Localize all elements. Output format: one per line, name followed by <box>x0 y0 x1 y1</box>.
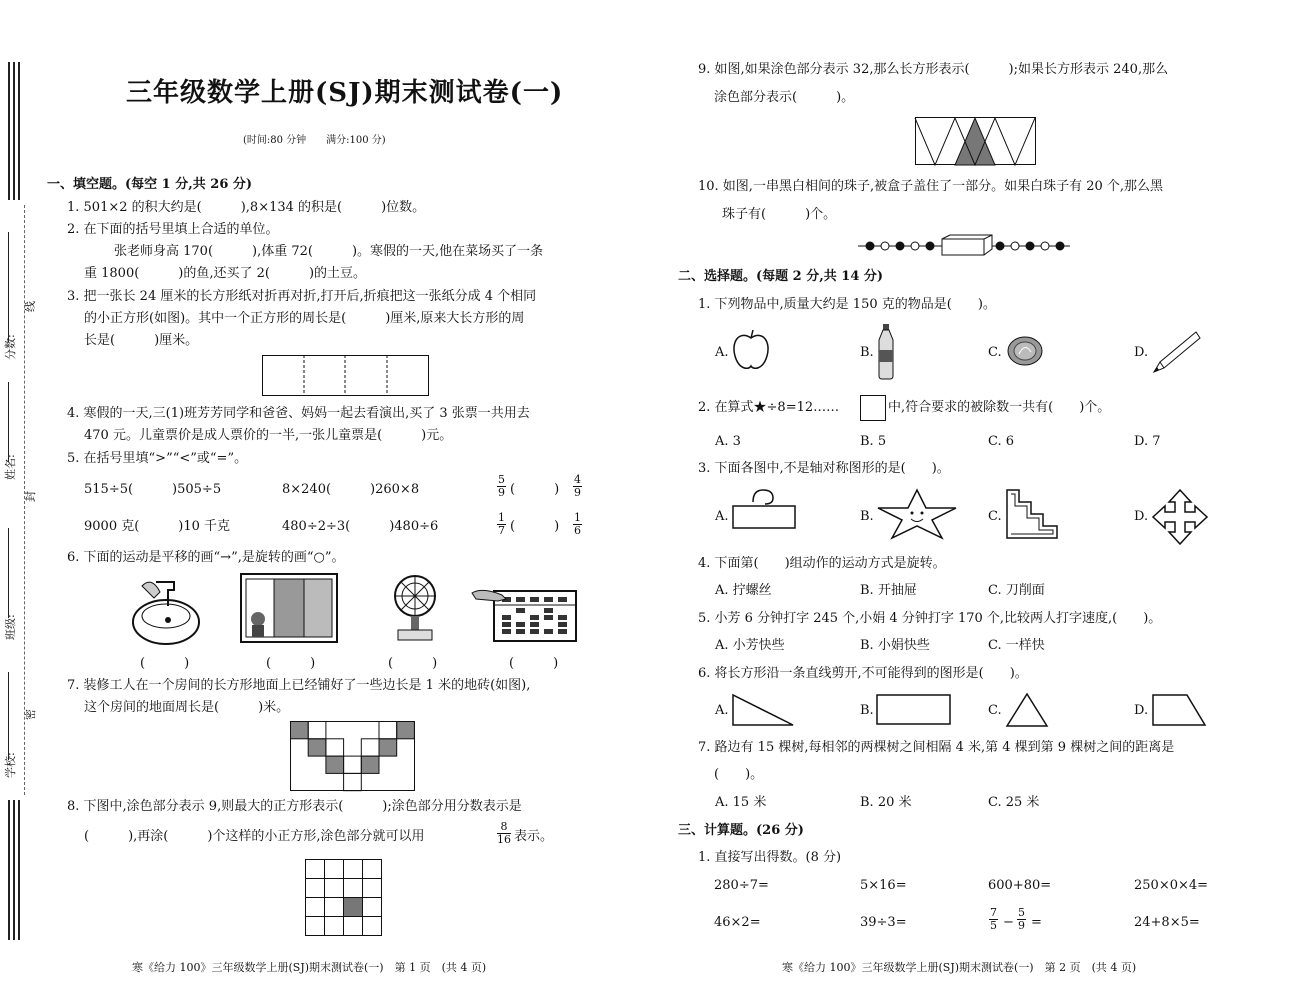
q10-line-b: 珠子有( )个。 <box>722 207 837 222</box>
k1-item-2: 5×16= <box>860 878 907 893</box>
binding-name: 姓名: <box>4 454 17 480</box>
q10-beads-figure <box>858 235 1072 257</box>
q5-frac-1-6: $\frac{1}{6}$ <box>574 511 581 537</box>
section-choice: 二、选择题。(每题 2 分,共 14 分) <box>678 269 884 284</box>
c1-opt-c-label: C. <box>988 345 1002 360</box>
exam-info: (时间:80 分钟 满分:100 分) <box>243 135 386 146</box>
c1-opt-b-label: B. <box>860 345 874 360</box>
c4-text: 4. 下面第( )组动作的运动方式是旋转。 <box>698 556 946 571</box>
q5-item-1: 515÷5( )505÷5 <box>84 482 222 497</box>
q3-folded-paper-figure <box>262 355 430 397</box>
section-calculation: 三、计算题。(26 分) <box>678 823 804 838</box>
c1-text: 1. 下列物品中,质量大约是 150 克的物品是( )。 <box>698 297 996 312</box>
c3-opt-d-label: D. <box>1134 509 1149 524</box>
binding-bar-2 <box>13 62 15 200</box>
q6-sliding-window-picture <box>240 573 338 643</box>
k1-item-3: 600+80= <box>988 878 1052 893</box>
q7-line-b: 这个房间的地面周长是( )米。 <box>84 700 290 715</box>
binding-mi: 密 <box>24 709 37 720</box>
c2-answer-box <box>860 395 886 421</box>
c1-opt-a-label: A. <box>715 345 729 360</box>
triangle-shape <box>1005 692 1049 728</box>
c1-opt-d-label: D. <box>1134 345 1149 360</box>
q4-line-b: 470 元。儿童票价是成人票价的一半,一张儿童票是( )元。 <box>84 428 453 443</box>
binding-school: 学校: <box>4 752 17 778</box>
staircase-shape <box>1005 488 1061 540</box>
q6-blank-1: ( ) <box>140 656 190 671</box>
c4-opt-b: B. 开抽屉 <box>860 583 917 598</box>
q3-line-a: 3. 把一张长 24 厘米的长方形纸对折再对折,打开后,折痕把这一张纸分成 4 个相同 <box>67 289 537 304</box>
k1-item-4: 250×0×4= <box>1134 878 1209 893</box>
q4-line-a: 4. 寒假的一天,三(1)班芳芳同学和爸爸、妈妈一起去看演出,买了 3 张票一共用去 <box>67 406 530 421</box>
q8-line-c: 表示。 <box>514 829 554 844</box>
q8-grid-figure <box>305 859 385 939</box>
q5-text: 5. 在括号里填“>”“<”或“=”。 <box>67 451 248 466</box>
q5-frac-blank-1: ( ) <box>510 482 560 497</box>
q5-item-3: 9000 克( )10 千克 <box>84 519 231 534</box>
right-page-footer: 寒《给力 100》三年级数学上册(SJ)期末测试卷(一) 第 2 页 (共 4 页) <box>782 961 1137 974</box>
k1-item-1: 280÷7= <box>714 878 769 893</box>
c3-opt-a-label: A. <box>715 509 729 524</box>
star-shape <box>876 488 958 540</box>
c7-opt-a: A. 15 米 <box>715 795 767 810</box>
q7-line-a: 7. 装修工人在一个房间的长方形地面上已经铺好了一些边长是 1 米的地砖(如图), <box>67 678 531 693</box>
binding-name-line <box>8 382 9 462</box>
binding-feng: 封 <box>24 491 37 502</box>
c6-opt-b-label: B. <box>860 703 874 718</box>
q6-electric-fan-picture <box>392 574 438 644</box>
q6-faucet-sink-picture <box>130 576 205 648</box>
k1-item-6: 39÷3= <box>860 915 907 930</box>
binding-bar-1 <box>8 62 10 200</box>
left-page-footer: 寒《给力 100》三年级数学上册(SJ)期末测试卷(一) 第 1 页 (共 4 页) <box>132 961 487 974</box>
q6-abacus-picture <box>472 585 578 643</box>
q2-line-a: 张老师身高 170( ),体重 72( )。寒假的一天,他在菜场买了一条 <box>114 244 544 259</box>
coin-icon <box>1007 336 1043 366</box>
c3-opt-b-label: B. <box>860 509 874 524</box>
c2-opt-d: D. 7 <box>1134 434 1161 449</box>
q6-blank-4: ( ) <box>509 656 559 671</box>
k1-frac-7-5: $\frac{7}{5}$ <box>990 906 997 932</box>
binding-fen: 分数: <box>4 334 17 360</box>
binding-bar-6 <box>18 800 20 940</box>
c7-line-a: 7. 路边有 15 棵树,每相邻的两棵树之间相隔 4 米,第 4 棵到第 9 棵树之间的距离是 <box>698 740 1175 755</box>
q1-text: 1. 501×2 的积大约是( ),8×134 的积是( )位数。 <box>67 200 426 215</box>
k1-item-5: 46×2= <box>714 915 761 930</box>
c2-text-b: 中,符合要求的被除数一共有( )个。 <box>888 400 1111 415</box>
k1-equals: = <box>1031 915 1042 930</box>
c6-opt-a-label: A. <box>715 703 729 718</box>
q8-line-b: ( ),再涂( )个这样的小正方形,涂色部分就可以用 <box>84 829 425 844</box>
c6-opt-d-label: D. <box>1134 703 1149 718</box>
c7-opt-b: B. 20 米 <box>860 795 912 810</box>
binding-class-line <box>8 528 9 618</box>
c6-text: 6. 将长方形沿一条直线剪开,不可能得到的图形是( )。 <box>698 666 1028 681</box>
k1-text: 1. 直接写出得数。(8 分) <box>698 850 842 865</box>
c4-opt-a: A. 拧螺丝 <box>715 583 772 598</box>
binding-bar-5 <box>13 800 15 940</box>
q7-floor-tile-figure <box>290 721 416 792</box>
binding-fen-line <box>8 232 9 342</box>
bottle-icon <box>875 324 897 380</box>
four-arrows-shape <box>1151 488 1209 546</box>
c6-opt-c-label: C. <box>988 703 1002 718</box>
binding-xian: 线 <box>24 301 37 312</box>
k1-frac-5-9: $\frac{5}{9}$ <box>1018 906 1025 932</box>
c7-line-b: ( )。 <box>714 767 764 782</box>
k1-minus: − <box>1003 915 1014 930</box>
q2-line-b: 重 1800( )的鱼,还买了 2( )的土豆。 <box>84 266 367 281</box>
trapezoid-shape <box>1151 693 1207 727</box>
c2-text-a: 2. 在算式★÷8=12…… <box>698 400 840 415</box>
q5-frac-4-9: $\frac{4}{9}$ <box>574 473 581 499</box>
binding-school-line <box>8 672 9 760</box>
page-title: 三年级数学上册(SJ)期末测试卷(一) <box>126 78 564 108</box>
right-triangle-shape <box>731 693 795 727</box>
c2-opt-b: B. 5 <box>860 434 887 449</box>
c7-opt-c: C. 25 米 <box>988 795 1040 810</box>
binding-bar-3 <box>18 62 20 200</box>
c2-opt-a: A. 3 <box>715 434 741 449</box>
pencil-icon <box>1152 330 1202 374</box>
q6-blank-2: ( ) <box>266 656 316 671</box>
c3-shape-a <box>731 488 797 536</box>
k1-item-8: 24+8×5= <box>1134 915 1200 930</box>
q8-frac-8-16: $\frac{8}{16}$ <box>497 820 511 846</box>
c4-opt-c: C. 刀削面 <box>988 583 1045 598</box>
c5-opt-c: C. 一样快 <box>988 638 1045 653</box>
c5-text: 5. 小芳 6 分钟打字 245 个,小娟 4 分钟打字 170 个,比较两人打字速度,( )。 <box>698 611 1162 626</box>
q10-line-a: 10. 如图,一串黑白相间的珠子,被盒子盖住了一部分。如果白珠子有 20 个,那么黑 <box>698 179 1164 194</box>
q9-rectangle-figure <box>915 117 1037 166</box>
q3-line-b: 的小正方形(如图)。其中一个正方形的周长是( )厘米,原来大长方形的周 <box>84 311 525 326</box>
q9-line-b: 涂色部分表示( )。 <box>714 90 855 105</box>
q5-frac-5-9: $\frac{5}{9}$ <box>498 473 505 499</box>
q6-text: 6. 下面的运动是平移的画“→”,是旋转的画“○”。 <box>67 550 345 565</box>
c2-opt-c: C. 6 <box>988 434 1015 449</box>
q8-line-a: 8. 下图中,涂色部分表示 9,则最大的正方形表示( );涂色部分用分数表示是 <box>67 799 522 814</box>
q5-item-4: 480÷2÷3( )480÷6 <box>282 519 439 534</box>
q5-item-2: 8×240( )260×8 <box>282 482 420 497</box>
section-fill-blank: 一、填空题。(每空 1 分,共 26 分) <box>47 177 253 192</box>
apple-icon <box>731 328 771 372</box>
q3-line-c: 长是( )厘米。 <box>84 333 199 348</box>
c5-opt-b: B. 小娟快些 <box>860 638 930 653</box>
q5-frac-blank-2: ( ) <box>510 519 560 534</box>
c3-text: 3. 下面各图中,不是轴对称图形的是( )。 <box>698 461 950 476</box>
rectangle-shape <box>876 694 952 726</box>
q6-blank-3: ( ) <box>388 656 438 671</box>
c5-opt-a: A. 小芳快些 <box>715 638 785 653</box>
q9-line-a: 9. 如图,如果涂色部分表示 32,那么长方形表示( );如果长方形表示 240,那么 <box>698 62 1169 77</box>
binding-bar-4 <box>8 800 10 940</box>
q2-text: 2. 在下面的括号里填上合适的单位。 <box>67 222 279 237</box>
binding-class: 班级: <box>4 614 17 640</box>
q5-frac-1-7: $\frac{1}{7}$ <box>498 511 505 537</box>
c3-opt-c-label: C. <box>988 509 1002 524</box>
